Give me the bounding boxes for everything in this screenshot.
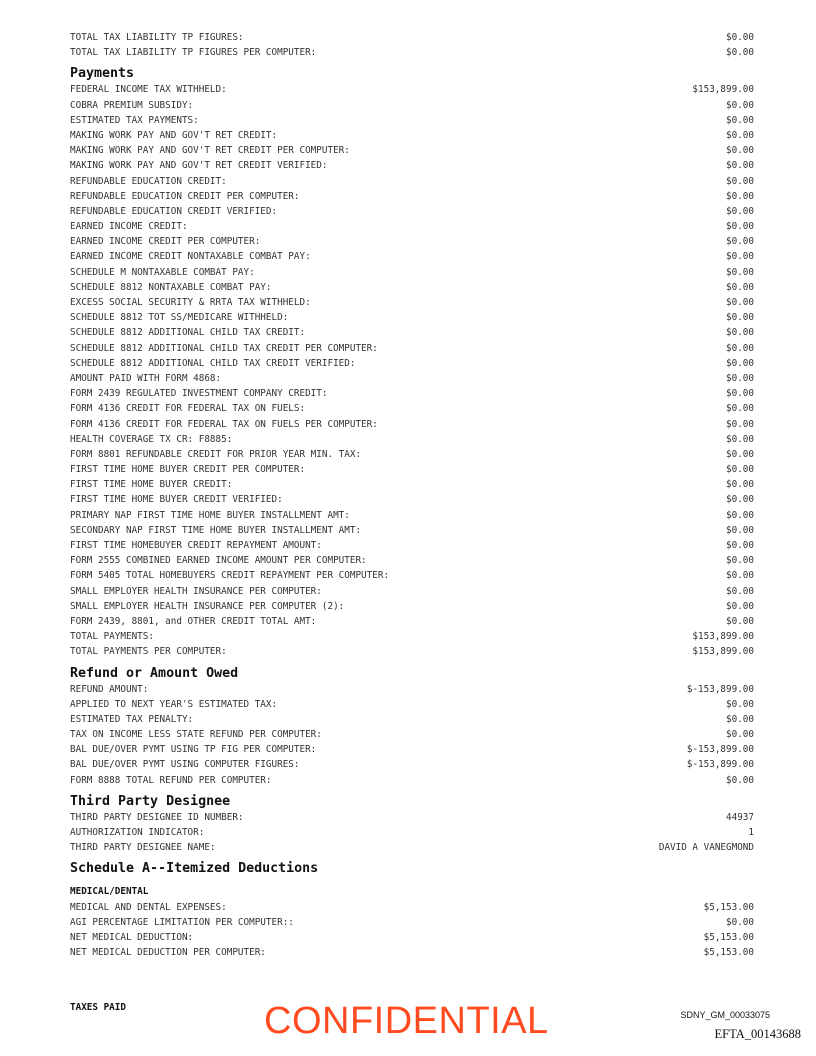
row-label: FORM 2555 COMBINED EARNED INCOME AMOUNT PER COMPUTER: [70, 555, 367, 567]
data-row [70, 401, 754, 416]
data-row [70, 712, 754, 727]
row-label: FIRST TIME HOMEBUYER CREDIT REPAYMENT AMOUNT: [70, 540, 322, 551]
row-value: $5,153.00 [703, 931, 754, 943]
designee-rows [70, 810, 754, 856]
data-row [70, 629, 754, 644]
row-value: $0.00 [726, 160, 754, 172]
refund-heading: Refund or Amount Owed [70, 665, 239, 681]
row-label: FORM 2439 REGULATED INVESTMENT COMPANY CREDIT: [70, 388, 328, 400]
row-value: $153,899.00 [692, 646, 754, 658]
row-label: SCHEDULE 8812 ADDITIONAL CHILD TAX CREDIT VERIFIED: [70, 357, 356, 369]
row-value: $0.00 [726, 540, 754, 551]
data-row [70, 386, 754, 401]
data-row [70, 189, 754, 204]
data-row [70, 280, 754, 295]
data-row [70, 30, 754, 45]
row-label: TOTAL TAX LIABILITY TP FIGURES: [70, 32, 244, 43]
row-value: $0.00 [726, 312, 754, 324]
data-row [70, 341, 754, 356]
data-row [70, 98, 754, 113]
row-label: SCHEDULE 8812 NONTAXABLE COMBAT PAY: [70, 281, 272, 293]
row-value: $0.00 [726, 524, 754, 536]
schedule-a-rows [70, 900, 754, 961]
data-row [70, 356, 754, 371]
data-row [70, 477, 754, 492]
row-value: 1 [748, 827, 754, 838]
row-label: REFUNDABLE EDUCATION CREDIT: [70, 175, 227, 187]
row-value: $0.00 [726, 418, 754, 430]
row-label: SCHEDULE 8812 ADDITIONAL CHILD TAX CREDIT PER COMPUTER: [70, 342, 378, 354]
data-row [70, 219, 754, 234]
row-value: $0.00 [726, 448, 754, 460]
row-label: HEALTH COVERAGE TX CR: F8885: [70, 433, 233, 445]
row-label: THIRD PARTY DESIGNEE ID NUMBER: [70, 811, 244, 823]
data-row [70, 447, 754, 462]
row-label: FORM 2439, 8801, and OTHER CREDIT TOTAL AMT: [70, 615, 317, 627]
row-value: $0.00 [726, 774, 754, 786]
row-value: $0.00 [726, 615, 754, 627]
data-row [70, 265, 754, 280]
data-row [70, 840, 754, 855]
row-value: $0.00 [726, 342, 754, 354]
data-row [70, 82, 754, 97]
row-label: MAKING WORK PAY AND GOV'T RET CREDIT: [70, 129, 278, 141]
refund-rows [70, 682, 754, 788]
row-value: $5,153.00 [703, 947, 754, 959]
row-value: $0.00 [726, 47, 754, 59]
row-label: APPLIED TO NEXT YEAR'S ESTIMATED TAX: [70, 698, 278, 710]
row-value: $0.00 [726, 327, 754, 339]
row-label: FORM 5405 TOTAL HOMEBUYERS CREDIT REPAYMENT PER COMPUTER: [70, 570, 390, 582]
row-label: BAL DUE/OVER PYMT USING COMPUTER FIGURES: [70, 759, 300, 771]
taxes-paid-subheading: TAXES PAID [70, 1002, 126, 1013]
row-label: FORM 4136 CREDIT FOR FEDERAL TAX ON FUELS PER COMPUTER: [70, 418, 378, 430]
data-row [70, 697, 754, 712]
row-value: $-153,899.00 [686, 744, 754, 756]
row-label: NET MEDICAL DEDUCTION: [70, 931, 194, 943]
data-row [70, 432, 754, 447]
row-label: TOTAL TAX LIABILITY TP FIGURES PER COMPUTER: [70, 47, 317, 59]
row-value: $-153,899.00 [686, 759, 754, 771]
row-label: REFUNDABLE EDUCATION CREDIT VERIFIED: [70, 205, 278, 217]
row-label: FIRST TIME HOME BUYER CREDIT VERIFIED: [70, 494, 283, 506]
row-label: BAL DUE/OVER PYMT USING TP FIG PER COMPUTER: [70, 744, 317, 756]
data-row [70, 128, 754, 143]
data-row [70, 727, 754, 742]
data-row [70, 325, 754, 340]
data-row [70, 810, 754, 825]
row-value: $0.00 [726, 357, 754, 369]
row-label: FIRST TIME HOME BUYER CREDIT: [70, 479, 233, 491]
data-row [70, 930, 754, 945]
data-row [70, 682, 754, 697]
row-value: $0.00 [726, 479, 754, 491]
data-row [70, 204, 754, 219]
row-label: TAX ON INCOME LESS STATE REFUND PER COMPUTER: [70, 729, 322, 741]
data-row [70, 915, 754, 930]
row-value: $0.00 [726, 99, 754, 111]
row-label: COBRA PREMIUM SUBSIDY: [70, 99, 194, 111]
data-row [70, 568, 754, 583]
row-value: $0.00 [726, 388, 754, 400]
row-value: $0.00 [726, 114, 754, 126]
data-row [70, 742, 754, 757]
data-row [70, 234, 754, 249]
row-value: $0.00 [726, 464, 754, 476]
row-value: $0.00 [726, 555, 754, 567]
data-row [70, 295, 754, 310]
data-row [70, 174, 754, 189]
designee-heading: Third Party Designee [70, 793, 231, 809]
row-label: EARNED INCOME CREDIT: [70, 221, 188, 233]
row-value: $-153,899.00 [686, 683, 754, 695]
row-value: $0.00 [726, 266, 754, 278]
row-label: MAKING WORK PAY AND GOV'T RET CREDIT VERIFIED: [70, 160, 328, 172]
row-label: REFUND AMOUNT: [70, 683, 149, 695]
row-value: $0.00 [726, 372, 754, 384]
payments-rows [70, 82, 754, 659]
row-label: ESTIMATED TAX PAYMENTS: [70, 114, 199, 126]
row-label: SMALL EMPLOYER HEALTH INSURANCE PER COMPUTER (2): [70, 600, 345, 612]
row-value: $0.00 [726, 221, 754, 233]
row-label: SCHEDULE 8812 ADDITIONAL CHILD TAX CREDIT: [70, 327, 306, 339]
row-value: $0.00 [726, 916, 754, 928]
row-label: PRIMARY NAP FIRST TIME HOME BUYER INSTALLMENT AMT: [70, 509, 350, 521]
data-row [70, 538, 754, 553]
row-value: $0.00 [726, 129, 754, 141]
row-label: FORM 4136 CREDIT FOR FEDERAL TAX ON FUELS: [70, 403, 306, 415]
medical-dental-subheading: MEDICAL/DENTAL [70, 886, 149, 898]
row-value: $0.00 [726, 175, 754, 187]
data-row [70, 599, 754, 614]
data-row [70, 143, 754, 158]
row-value: DAVID A VANEGMOND [658, 842, 754, 854]
row-label: FEDERAL INCOME TAX WITHHELD: [70, 84, 227, 96]
row-value: $0.00 [726, 145, 754, 157]
row-value: $0.00 [726, 433, 754, 445]
row-value: $0.00 [726, 713, 754, 725]
row-value: $0.00 [726, 509, 754, 521]
row-label: SMALL EMPLOYER HEALTH INSURANCE PER COMPUTER: [70, 585, 322, 597]
row-label: FORM 8888 TOTAL REFUND PER COMPUTER: [70, 774, 272, 786]
row-value: $0.00 [726, 729, 754, 741]
data-row [70, 773, 754, 788]
data-row [70, 462, 754, 477]
data-row [70, 113, 754, 128]
row-label: REFUNDABLE EDUCATION CREDIT PER COMPUTER: [70, 190, 300, 202]
row-value: $0.00 [726, 585, 754, 597]
bates-number: SDNY_GM_00033075 [680, 1010, 770, 1020]
row-value: $0.00 [726, 600, 754, 612]
data-row [70, 945, 754, 960]
document-body [70, 30, 754, 960]
row-label: AMOUNT PAID WITH FORM 4868: [70, 372, 222, 384]
row-label: SCHEDULE 8812 TOT SS/MEDICARE WITHHELD: [70, 312, 289, 324]
row-value: $153,899.00 [692, 84, 754, 96]
row-value: $0.00 [726, 403, 754, 415]
schedule-a-heading: Schedule A--Itemized Deductions [70, 861, 319, 877]
row-value: $0.00 [726, 698, 754, 710]
row-label: EARNED INCOME CREDIT PER COMPUTER: [70, 236, 261, 248]
row-value: $0.00 [726, 32, 754, 43]
row-label: TOTAL PAYMENTS: [70, 631, 154, 643]
row-label: THIRD PARTY DESIGNEE NAME: [70, 842, 216, 854]
row-value: $0.00 [726, 236, 754, 248]
row-label: MAKING WORK PAY AND GOV'T RET CREDIT PER COMPUTER: [70, 145, 350, 157]
data-row [70, 757, 754, 772]
confidential-stamp: CONFIDENTIAL [264, 1000, 549, 1042]
row-value: 44937 [726, 811, 754, 823]
data-row [70, 584, 754, 599]
payments-heading: Payments [70, 66, 135, 82]
data-row [70, 523, 754, 538]
data-row [70, 371, 754, 386]
row-value: $0.00 [726, 251, 754, 263]
row-label: SCHEDULE M NONTAXABLE COMBAT PAY: [70, 266, 255, 278]
data-row [70, 553, 754, 568]
data-row [70, 310, 754, 325]
data-row [70, 492, 754, 507]
efta-number: EFTA_00143688 [714, 1027, 801, 1041]
data-row [70, 644, 754, 659]
data-row [70, 825, 754, 840]
top-rows [70, 30, 754, 60]
row-value: $0.00 [726, 494, 754, 506]
row-value: $0.00 [726, 190, 754, 202]
row-value: $153,899.00 [692, 631, 754, 643]
row-label: AGI PERCENTAGE LIMITATION PER COMPUTER:: [70, 916, 294, 928]
data-row [70, 508, 754, 523]
row-label: ESTIMATED TAX PENALTY: [70, 713, 194, 725]
row-label: FIRST TIME HOME BUYER CREDIT PER COMPUTER: [70, 464, 306, 476]
data-row [70, 45, 754, 60]
row-value: $0.00 [726, 205, 754, 217]
row-label: EARNED INCOME CREDIT NONTAXABLE COMBAT PAY: [70, 251, 311, 263]
row-label: SECONDARY NAP FIRST TIME HOME BUYER INSTALLMENT AMT: [70, 524, 362, 536]
row-label: TOTAL PAYMENTS PER COMPUTER: [70, 646, 227, 658]
row-label: MEDICAL AND DENTAL EXPENSES: [70, 901, 227, 913]
row-label: NET MEDICAL DEDUCTION PER COMPUTER: [70, 947, 266, 959]
row-value: $0.00 [726, 297, 754, 308]
row-value: $0.00 [726, 570, 754, 582]
row-label: EXCESS SOCIAL SECURITY & RRTA TAX WITHHELD: [70, 297, 311, 308]
data-row [70, 900, 754, 915]
data-row [70, 614, 754, 629]
row-value: $5,153.00 [703, 901, 754, 913]
data-row [70, 249, 754, 264]
data-row [70, 417, 754, 432]
row-label: AUTHORIZATION INDICATOR: [70, 827, 205, 838]
row-value: $0.00 [726, 281, 754, 293]
row-label: FORM 8801 REFUNDABLE CREDIT FOR PRIOR YEAR MIN. TAX: [70, 448, 362, 460]
data-row [70, 158, 754, 173]
